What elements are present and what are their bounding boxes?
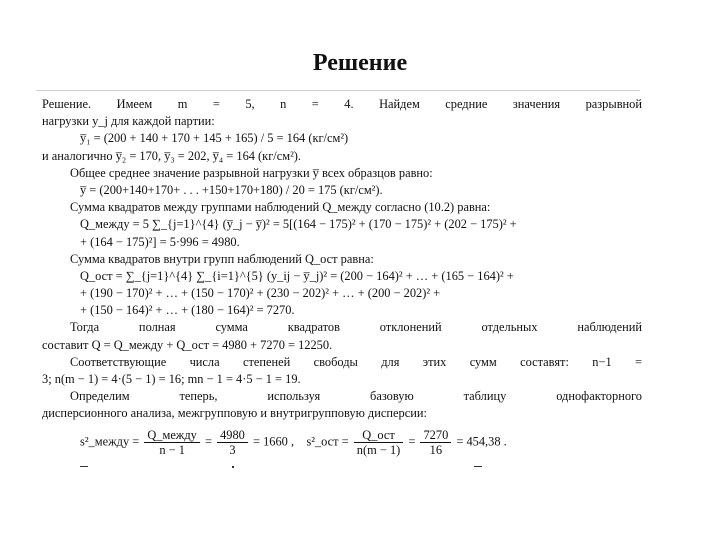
scan-artifact-mark — [474, 466, 482, 467]
formula-line: Q_между = 5 ∑_{j=1}^{4} (y̅_j − y̅)² = 5[(164 − 175)² + (170 − 175)² + (202 − 175)² + — [80, 217, 517, 232]
text-line: Определим теперь, используя базовую таблицу однофакторного — [70, 389, 642, 404]
solution-text — [42, 96, 642, 423]
text-line: дисперсионного анализа, межгрупповую и внутригрупповую дисперсии: — [42, 406, 427, 421]
within-variance-label: s²_ост = — [306, 434, 349, 449]
text-line: Сумма квадратов внутри групп наблюдений Q_ост равна: — [70, 251, 374, 266]
within-fraction — [354, 428, 403, 457]
between-variance-label: s²_между = — [80, 434, 140, 449]
fraction-denominator: 3 — [229, 443, 236, 457]
formula-line: y̅ = (200+140+170+ . . . +150+170+180) / 20 = 175 (кг/см²). — [80, 182, 383, 197]
scan-artifact-mark — [80, 466, 88, 467]
fraction-numerator: 7270 — [420, 428, 451, 443]
text-line: нагрузки y_j для каждой партии: — [42, 114, 215, 129]
fraction-denominator: n(m − 1) — [356, 443, 401, 457]
text-line: Тогда полная сумма квадратов отклонений отдельных наблюдений — [70, 320, 642, 335]
equals-sign: = — [204, 434, 212, 449]
scan-artifact-dot — [232, 466, 234, 468]
text-line: Сумма квадратов между группами наблюдений Q_между согласно (10.2) равна: — [70, 200, 491, 215]
within-value-fraction — [420, 428, 451, 457]
text-line: и аналогично y̅₂ = 170, y̅₃ = 202, y̅₄ = 164 (кг/см²). — [42, 148, 302, 163]
fraction-denominator: 16 — [429, 443, 443, 457]
text-line: Общее среднее значение разрывной нагрузки y̅ всех образцов равно: — [70, 165, 433, 180]
formula-line: + (150 − 164)² + … + (180 − 164)² = 7270. — [80, 303, 295, 318]
between-result: = 1660 , — [252, 434, 295, 449]
fraction-denominator: n − 1 — [159, 443, 185, 457]
within-result: = 454,38 . — [456, 434, 507, 449]
between-value-fraction — [217, 428, 248, 457]
top-divider — [36, 90, 640, 91]
between-fraction — [144, 428, 200, 457]
text-line: Решение. Имеем m = 5, n = 4. Найдем средние значения разрывной — [42, 97, 642, 111]
formula-line: Q_ост = ∑_{j=1}^{4} ∑_{i=1}^{5} (y_ij − y̅_j)² = (200 − 164)² + … + (165 − 164)² + — [80, 268, 514, 283]
variance-formula — [80, 428, 600, 466]
text-line: Соответствующие числа степеней свободы для этих сумм составят: n−1 = — [70, 354, 642, 369]
text-line: 3; n(m − 1) = 4·(5 − 1) = 16; mn − 1 = 4·5 − 1 = 19. — [42, 372, 301, 386]
fraction-numerator: Q_между — [144, 428, 200, 443]
text-line: составит Q = Q_между + Q_ост = 4980 + 7270 = 12250. — [42, 337, 333, 352]
formula-line: y̅₁ = (200 + 140 + 170 + 145 + 165) / 5 = 164 (кг/см²) — [80, 131, 349, 146]
formula-line: + (190 − 170)² + … + (150 − 170)² + (230 − 202)² + … + (200 − 202)² + — [80, 286, 441, 301]
formula-line: + (164 − 175)²] = 5·996 = 4980. — [80, 234, 240, 249]
slide-title: Решение — [312, 50, 408, 76]
fraction-numerator: 4980 — [217, 428, 248, 443]
equals-sign: = — [408, 434, 416, 449]
fraction-numerator: Q_ост — [354, 428, 403, 443]
